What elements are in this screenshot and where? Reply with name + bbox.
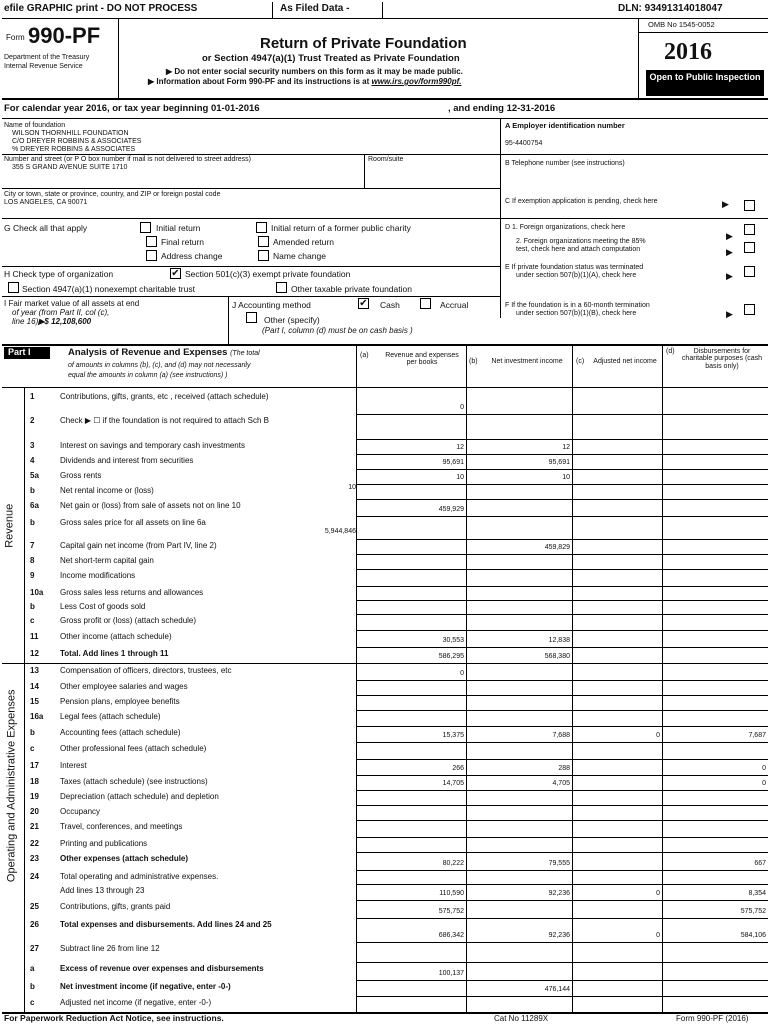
line-number: 5a — [30, 471, 39, 480]
dept-treasury: Department of the Treasury — [4, 54, 90, 61]
section-4947-checkbox[interactable] — [8, 282, 19, 293]
terminated-checkbox[interactable] — [744, 266, 755, 277]
amount-col-b: 459,829 — [544, 544, 570, 551]
line-label: Net gain or (loss) from sale of assets not on line 10 — [60, 501, 241, 510]
ein-value: 95-4400754 — [505, 140, 543, 147]
line-number: 22 — [30, 839, 39, 848]
form-title: Return of Private Foundation — [260, 35, 467, 52]
line-number: b — [30, 486, 35, 495]
line-number: a — [30, 964, 35, 973]
cash-checkbox[interactable]: ✔ — [359, 298, 368, 309]
part-sub2: equal the amounts in column (a) (see instructions) ) — [68, 372, 228, 379]
line-label: Printing and publications — [60, 839, 148, 848]
arrow-icon: ▶ — [726, 271, 733, 281]
line-number: 1 — [30, 392, 35, 401]
open-inspection: Open to Public Inspection — [649, 72, 761, 82]
amount-col-c: 0 — [656, 732, 660, 739]
accounting-method-label: J Accounting method — [232, 300, 311, 310]
foreign-85-label-2: test, check here and attach computation — [516, 246, 641, 253]
line-number: 14 — [30, 682, 39, 691]
amount-col-d: 575,752 — [740, 908, 766, 915]
amount-col-d: 667 — [754, 860, 766, 867]
line-label: Subtract line 26 from line 12 — [60, 944, 160, 953]
part-sub1: of amounts in columns (b), (c), and (d) may not necessarily — [68, 362, 251, 369]
name-change-checkbox[interactable] — [258, 250, 269, 261]
amount-col-b: 476,144 — [544, 986, 570, 993]
line-number: 17 — [30, 761, 39, 770]
line-number: 9 — [30, 571, 35, 580]
accrual-label: Accrual — [440, 300, 469, 310]
line-label: Income modifications — [60, 571, 136, 580]
sixty-month-checkbox[interactable] — [744, 304, 755, 315]
room-suite-label: Room/suite — [368, 156, 404, 163]
as-filed-label: As Filed Data - — [280, 3, 350, 14]
line-number: 11 — [30, 632, 39, 641]
line-label: Gross sales price for all assets on line 6a — [60, 518, 206, 527]
amount-col-d: 0 — [762, 780, 766, 787]
col-a-letter: (a) — [360, 352, 369, 359]
amount-col-d: 584,106 — [740, 932, 766, 939]
form-footer: Form 990-PF (2016) — [676, 1014, 749, 1023]
amount-col-b: 79,555 — [548, 860, 570, 867]
line-label: Dividends and interest from securities — [60, 456, 194, 465]
col-c-title: Adjusted net income — [593, 358, 657, 365]
other-method-checkbox[interactable] — [246, 312, 257, 323]
initial-return-label: Initial return — [156, 223, 201, 233]
line-number: b — [30, 728, 35, 737]
foreign-85-checkbox[interactable] — [744, 242, 755, 253]
col-b-letter: (b) — [469, 358, 478, 365]
amount-col-a: 95,691 — [442, 459, 464, 466]
line-label: Legal fees (attach schedule) — [60, 712, 161, 721]
name-change-label: Name change — [273, 251, 326, 261]
line-label: Net rental income or (loss) — [60, 486, 154, 495]
line-number: 25 — [30, 902, 39, 911]
sixty-month-label: F If the foundation is in a 60-month termination — [505, 302, 650, 309]
line-label: Other income (attach schedule) — [60, 632, 172, 641]
form-subtitle: or Section 4947(a)(1) Trust Treated as Private Foundation — [202, 53, 460, 64]
fmv-label-3: line 16)▶$ 12,108,600 — [12, 317, 92, 326]
col-b-title: Net investment income — [491, 358, 563, 365]
line-number: 10a — [30, 588, 44, 597]
amount-col-a: 575,752 — [438, 908, 464, 915]
line-number: 27 — [30, 944, 39, 953]
line-label: Gross profit or (loss) (attach schedule) — [60, 616, 197, 625]
line-number: b — [30, 982, 35, 991]
final-return-label: Final return — [161, 237, 204, 247]
sixty-month-label-2: under section 507(b)(1)(B), check here — [516, 310, 637, 317]
dln: DLN: 93491314018047 — [618, 3, 723, 14]
foreign-org-checkbox[interactable] — [744, 224, 755, 235]
line-label: Contributions, gifts, grants, etc , received (attach schedule) — [60, 392, 269, 401]
initial-return-checkbox[interactable] — [140, 222, 151, 233]
line-label: Interest — [60, 761, 87, 770]
section-4947-label: Section 4947(a)(1) nonexempt charitable trust — [22, 284, 195, 294]
g-label: G Check all that apply — [4, 223, 88, 233]
irs-label: Internal Revenue Service — [4, 63, 83, 70]
amount-col-a: 80,222 — [442, 860, 464, 867]
address-change-checkbox[interactable] — [146, 250, 157, 261]
omb-number: OMB No 1545-0052 — [648, 20, 715, 29]
line-number: 19 — [30, 792, 39, 801]
expenses-side-label: Operating and Administrative Expenses — [5, 689, 18, 883]
ssn-warning: ▶ Do not enter social security numbers on this form as it may be made public. — [166, 67, 463, 76]
line-label: Net short-term capital gain — [60, 556, 154, 565]
arrow-icon: ▶ — [722, 199, 729, 209]
line-number: 13 — [30, 666, 39, 675]
fmv-label-2: of year (from Part II, col (c), — [12, 308, 110, 317]
line-label: Contributions, gifts, grants paid — [60, 902, 171, 911]
fmv-label: I Fair market value of all assets at end — [4, 299, 140, 308]
efile-banner: efile GRAPHIC print - DO NOT PROCESS — [4, 3, 198, 14]
amount-col-a: 686,342 — [438, 932, 464, 939]
tax-year: 2016 — [664, 39, 712, 65]
exemption-pending-label: C If exemption application is pending, check here — [505, 198, 658, 205]
amount-col-b: 10 — [562, 474, 570, 481]
line-label: Gross sales less returns and allowances — [60, 588, 204, 597]
foreign-85-label: 2. Foreign organizations meeting the 85% — [516, 238, 646, 245]
amount-col-b: 288 — [558, 765, 570, 772]
amount-col-a: 459,929 — [438, 506, 464, 513]
terminated-label-2: under section 507(b)(1)(A), check here — [516, 272, 637, 279]
line-label: Pension plans, employee benefits — [60, 697, 180, 706]
line-label: Total. Add lines 1 through 11 — [60, 649, 169, 658]
line-label: Less Cost of goods sold — [60, 602, 146, 611]
line-number: 23 — [30, 854, 39, 863]
city-label: City or town, state or province, country, and ZIP or foreign postal code — [4, 191, 221, 198]
line-label: Check ▶ ☐ if the foundation is not required to attach Sch B — [60, 416, 269, 425]
line-label: Travel, conferences, and meetings — [60, 822, 183, 831]
amount-col-a: 10 — [456, 474, 464, 481]
line-label: Other professional fees (attach schedule) — [60, 744, 207, 753]
amount-col-a: 586,295 — [438, 653, 464, 660]
amount-col-a: 110,590 — [439, 890, 464, 897]
amount-col-c: 0 — [656, 932, 660, 939]
amount-col-b: 4,705 — [552, 780, 570, 787]
amended-return-label: Amended return — [273, 237, 334, 247]
revenue-side-label: Revenue — [3, 503, 16, 548]
line-label: Other expenses (attach schedule) — [60, 854, 189, 863]
amount-col-b: 92,236 — [548, 932, 570, 939]
address-change-label: Address change — [161, 251, 223, 261]
amount-col-a: 0 — [460, 404, 464, 411]
street-address: 355 S GRAND AVENUE SUITE 1710 — [12, 164, 128, 171]
line-number: b — [30, 518, 35, 527]
amount-col-a: 100,137 — [438, 970, 464, 977]
form-number: 990-PF — [28, 23, 101, 48]
other-taxable-label: Other taxable private foundation — [291, 284, 412, 294]
other-taxable-checkbox[interactable] — [276, 282, 287, 293]
other-method-label: Other (specify) — [264, 315, 320, 325]
col-c-letter: (c) — [576, 358, 585, 365]
section-501c3-checkbox[interactable]: ✔ — [171, 268, 180, 279]
line-number: 2 — [30, 416, 35, 425]
part-tag: Part I — [8, 347, 31, 357]
col-d-title: Disbursements for charitable purposes (cash basis only) — [681, 348, 763, 370]
amount-col-b: 92,236 — [548, 890, 570, 897]
city-value: LOS ANGELES, CA 90071 — [4, 199, 88, 206]
amount-col-d: 7,687 — [748, 732, 766, 739]
line-number: 4 — [30, 456, 35, 465]
arrow-icon: ▶ — [726, 247, 733, 257]
name-label: Name of foundation — [4, 122, 66, 129]
accrual-checkbox[interactable] — [420, 298, 431, 309]
amount-col-c: 0 — [656, 890, 660, 897]
paperwork-notice: For Paperwork Reduction Act Notice, see instructions. — [4, 1013, 224, 1023]
amount-col-a: 0 — [460, 670, 464, 677]
line-number: c — [30, 998, 35, 1007]
cash-basis-note: (Part I, column (d) must be on cash basis ) — [262, 326, 413, 335]
fmv-value: ▶$ 12,108,600 — [38, 317, 92, 326]
line-label: Gross rents — [60, 471, 102, 480]
final-return-checkbox[interactable] — [146, 236, 157, 247]
irs-url[interactable]: www.irs.gov/form990pf. — [371, 77, 462, 86]
info-line: ▶ Information about Form 990-PF and its instructions is at www.irs.gov/form990pf. — [148, 77, 462, 86]
amount-col-a: 12 — [456, 444, 464, 451]
amount-col-d: 0 — [762, 765, 766, 772]
line-label: Total operating and administrative expenses. — [60, 872, 219, 881]
line-number: 15 — [30, 697, 39, 706]
line-label: Accounting fees (attach schedule) — [60, 728, 181, 737]
cash-label: Cash — [380, 300, 400, 310]
terminated-label: E If private foundation status was terminated — [505, 264, 644, 271]
exemption-pending-checkbox[interactable] — [744, 200, 755, 211]
line-label: Occupancy — [60, 807, 101, 816]
amount-col-a: 15,375 — [442, 732, 464, 739]
former-public-charity-label: Initial return of a former public charity — [271, 223, 411, 233]
amount-col-d: 8,354 — [748, 890, 766, 897]
line-number: 21 — [30, 822, 39, 831]
line-number: c — [30, 616, 35, 625]
line-label: Taxes (attach schedule) (see instructions) — [60, 777, 208, 786]
line-label: Add lines 13 through 23 — [60, 886, 145, 895]
line-label: Capital gain net income (from Part IV, line 2) — [60, 541, 217, 550]
amount-col-a: 266 — [452, 765, 464, 772]
amount-col-a: 30,553 — [442, 637, 464, 644]
line-label: Other employee salaries and wages — [60, 682, 188, 691]
calendar-year-begin: For calendar year 2016, or tax year beginning 01-01-2016 — [4, 103, 260, 114]
amount-col-b: 12 — [562, 444, 570, 451]
line-number: c — [30, 744, 35, 753]
care-of-line-2: % DREYER ROBBINS & ASSOCIATES — [12, 146, 136, 153]
line-label: Excess of revenue over expenses and disbursements — [60, 964, 264, 973]
former-public-charity-checkbox[interactable] — [256, 222, 267, 233]
part-title: Analysis of Revenue and Expenses (The total — [68, 347, 260, 358]
street-label: Number and street (or P O box number if mail is not delivered to street address) — [4, 156, 251, 163]
amount-col-b: 12,838 — [548, 637, 570, 644]
foreign-org-label: D 1. Foreign organizations, check here — [505, 224, 626, 231]
arrow-icon: ▶ — [726, 309, 733, 319]
line-number: 16a — [30, 712, 44, 721]
amount-col-b: 568,380 — [544, 653, 570, 660]
line-number: 6a — [30, 501, 39, 510]
calendar-year-end: , and ending 12-31-2016 — [448, 103, 556, 114]
line-label: Compensation of officers, directors, trustees, etc — [60, 666, 232, 675]
foundation-name: WILSON THORNHILL FOUNDATION — [12, 130, 129, 137]
net-rental-inline: 10 — [348, 484, 356, 491]
col-a-title: Revenue and expenses per books — [385, 352, 459, 367]
line-number: 20 — [30, 807, 39, 816]
line-label: Interest on savings and temporary cash investments — [60, 441, 245, 450]
col-d-letter: (d) — [666, 348, 675, 355]
line-number: 8 — [30, 556, 35, 565]
line-number: 12 — [30, 649, 39, 658]
cat-number: Cat No 11289X — [494, 1014, 549, 1023]
line-number: 18 — [30, 777, 39, 786]
amount-col-b: 7,688 — [552, 732, 570, 739]
section-501c3-label: Section 501(c)(3) exempt private foundation — [185, 269, 351, 279]
gross-sales-inline: 5,944,846 — [324, 528, 356, 535]
arrow-icon: ▶ — [726, 231, 733, 241]
line-number: 3 — [30, 441, 35, 450]
line-number: 26 — [30, 920, 39, 929]
amount-col-b: 95,691 — [548, 459, 570, 466]
amount-col-a: 14,705 — [442, 780, 464, 787]
line-label: Adjusted net income (if negative, enter -0-) — [60, 998, 212, 1007]
line-label: Total expenses and disbursements. Add lines 24 and 25 — [60, 920, 272, 929]
amended-return-checkbox[interactable] — [258, 236, 269, 247]
line-number: b — [30, 602, 35, 611]
form-prefix: Form — [6, 33, 25, 42]
care-of-line: C/O DREYER ROBBINS & ASSOCIATES — [12, 138, 142, 145]
line-label: Net investment income (if negative, enter -0-) — [60, 982, 231, 991]
line-label: Depreciation (attach schedule) and depletion — [60, 792, 219, 801]
h-label: H Check type of organization — [4, 269, 114, 279]
line-number: 24 — [30, 872, 39, 881]
ein-label: A Employer identification number — [505, 121, 625, 130]
phone-label: B Telephone number (see instructions) — [505, 160, 625, 167]
line-number: 7 — [30, 541, 35, 550]
